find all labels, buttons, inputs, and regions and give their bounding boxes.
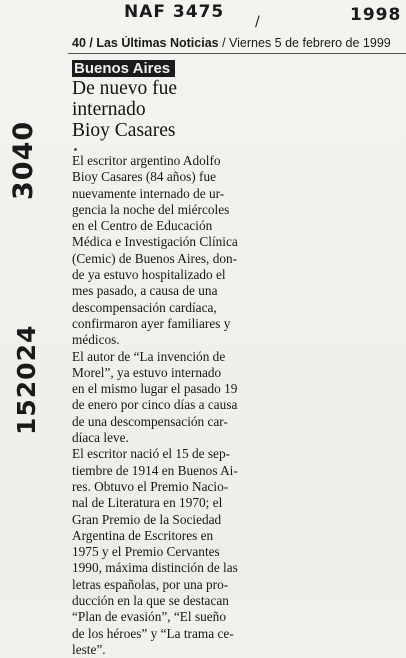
publication-date: Viernes 5 de febrero de 1999 xyxy=(229,36,391,50)
headline-line: Bioy Casares xyxy=(72,120,176,141)
publication-name: Las Últimas Noticias xyxy=(96,36,219,50)
body-line: en el mismo lugar el pasado 19 xyxy=(72,381,238,397)
body-line: nal de Literatura en 1970; el xyxy=(72,495,223,511)
article-headline xyxy=(72,78,272,141)
handwritten-archive-code: NAF 3475 xyxy=(124,2,225,22)
body-line: 1990, máxima distinción de las xyxy=(72,560,238,576)
article-body xyxy=(72,153,244,658)
body-line: El escritor nació el 15 de sep- xyxy=(72,446,231,462)
headline-line: De nuevo fue xyxy=(72,78,178,99)
body-line: tiembre de 1914 en Buenos Ai- xyxy=(72,462,238,478)
header-rule xyxy=(68,53,406,54)
handwritten-vertical-number-1: 3040 xyxy=(8,120,39,200)
header-separator: / xyxy=(89,36,97,50)
headline-line: internado xyxy=(72,99,146,120)
section-label: Buenos Aires xyxy=(72,60,175,77)
body-line: Argentina de Escritores en xyxy=(72,527,214,543)
body-line: “Plan de evasión”, “El sueño xyxy=(72,609,226,625)
page-number: 40 xyxy=(72,36,86,50)
body-line: descompensación cardíaca, xyxy=(72,299,217,315)
page-header xyxy=(72,36,406,50)
body-line: de una descompensación car- xyxy=(72,413,228,429)
body-line: leste”. xyxy=(72,641,106,657)
body-line: gencia la noche del miércoles xyxy=(72,201,230,217)
body-line: Morel”, ya estuvo internado xyxy=(72,364,222,380)
body-line: (Cemic) de Buenos Aires, don- xyxy=(72,250,238,266)
handwritten-year: 1998 xyxy=(350,5,402,25)
body-line: Bioy Casares (84 años) fue xyxy=(72,169,217,185)
body-line: médicos. xyxy=(72,332,120,348)
body-line: en el Centro de Educación xyxy=(72,218,213,234)
body-line: 1975 y el Premio Cervantes xyxy=(72,544,220,560)
handwritten-vertical-number-2: 152024 xyxy=(12,324,41,435)
body-line: El escritor argentino Adolfo xyxy=(72,153,221,168)
header-separator-2: / xyxy=(222,36,230,50)
body-line: ducción en la que se destacan xyxy=(72,593,229,609)
body-line: Gran Premio de la Sociedad xyxy=(72,511,222,527)
body-line: de ya estuvo hospitalizado el xyxy=(72,267,226,283)
handwritten-slash: / xyxy=(255,14,261,30)
body-line: Médica e Investigación Clínica xyxy=(72,234,238,250)
body-line: mes pasado, a causa de una xyxy=(72,283,218,299)
body-line: letras españolas, por una pro- xyxy=(72,576,229,592)
body-line: de enero por cinco días a causa xyxy=(72,397,238,413)
body-line: díaca leve. xyxy=(72,430,129,446)
body-line: confirmaron ayer familiares y xyxy=(72,315,231,331)
body-line: El autor de “La invención de xyxy=(72,348,226,364)
body-line: res. Obtuvo el Premio Nacio- xyxy=(72,478,229,494)
print-speck xyxy=(74,148,77,151)
body-line: nuevamente internado de ur- xyxy=(72,185,225,201)
body-line: de los héroes” y “La trama ce- xyxy=(72,625,234,641)
